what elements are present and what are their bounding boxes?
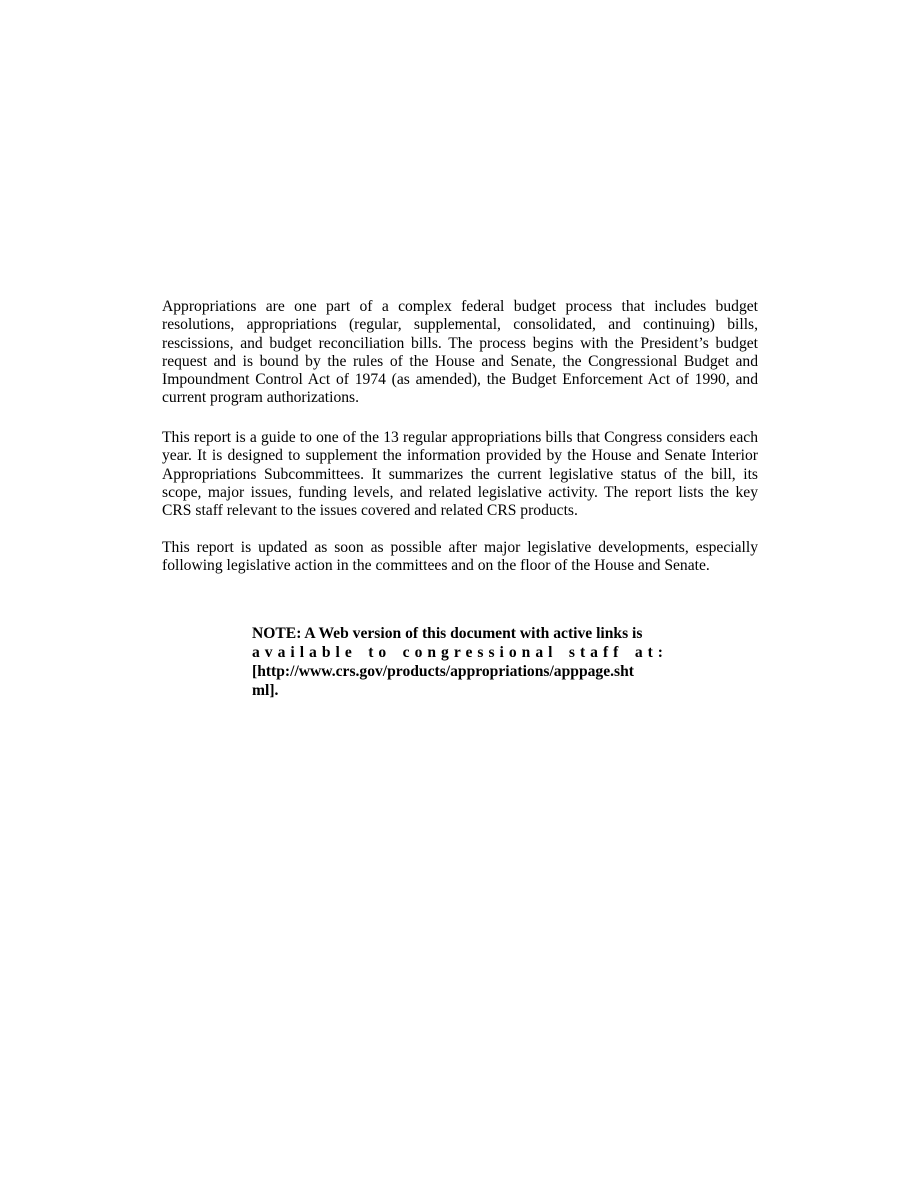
note-url-end: ml]. <box>252 682 279 699</box>
note-word: available <box>252 644 357 661</box>
web-version-note <box>252 624 668 700</box>
note-word: staff <box>568 644 624 661</box>
note-line-1: NOTE: A Web version of this document with active links is <box>252 625 643 642</box>
note-url-line: [http://www.crs.gov/products/appropriations/apppage.sht <box>252 663 634 680</box>
intro-paragraph-appropriations: Appropriations are one part of a complex federal budget process that includes budget resolutions, appropriations (regular, supplemental, consolidated, and continuing) bills, rescissions, and budget reconciliation bills. The process begins with the President’s budget request and is bound by the rules of the House and Senate, the Congressional Budget and Impoundment Control Act of 1974 (as amended), the Budget Enforcement Act of 1990, and current program authorizations. <box>162 298 758 407</box>
note-word: congressional <box>402 644 558 661</box>
intro-paragraph-update-policy: This report is updated as soon as possible after major legislative developments, especially following legislative action in the committees and on the floor of the House and Senate. <box>162 539 758 575</box>
note-word: to <box>368 644 392 661</box>
intro-paragraph-report-guide: This report is a guide to one of the 13 regular appropriations bills that Congress considers each year. It is designed to supplement the information provided by the House and Senate Interior Appropriations Subcommittees. It summarizes the current legislative status of the bill, its scope, major issues, funding levels, and related legislative activity. The report lists the key CRS staff relevant to the issues covered and related CRS products. <box>162 429 758 520</box>
note-word: at: <box>634 644 668 661</box>
note-line-2 <box>252 643 668 662</box>
